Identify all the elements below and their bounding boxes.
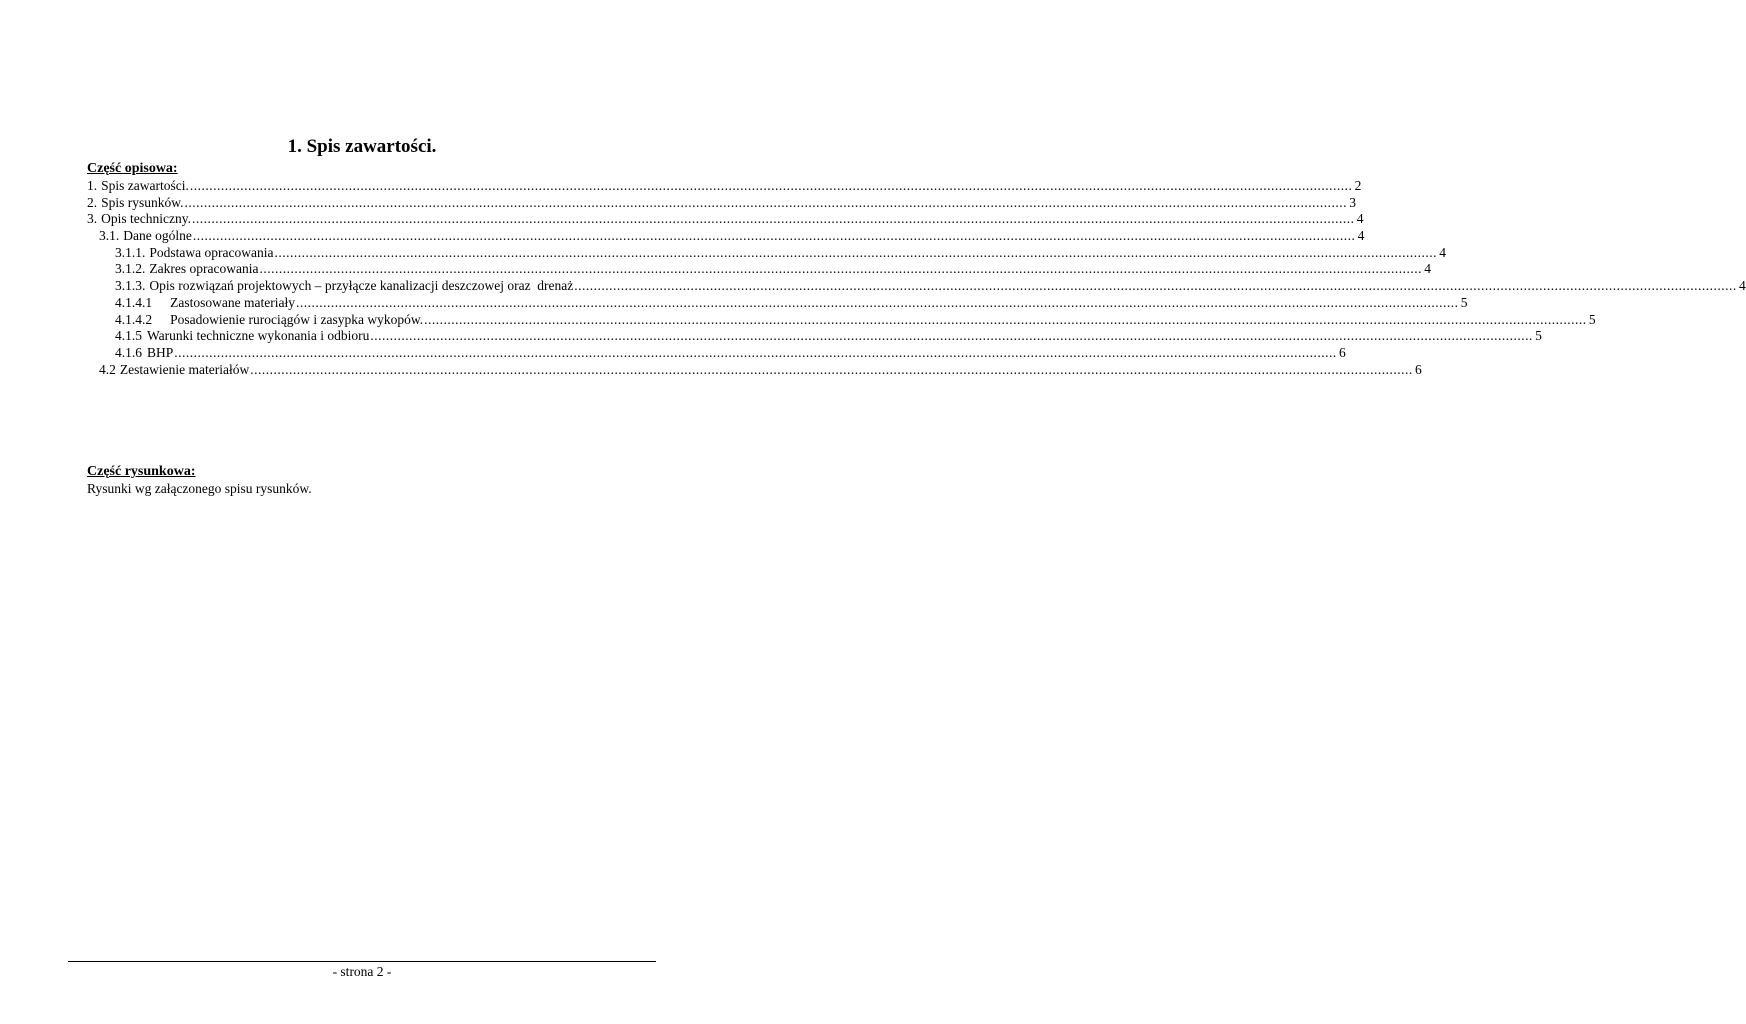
toc-entry-title: Spis rysunków. [101,194,184,210]
toc-entry-number: 3. [87,211,98,227]
toc-entry[interactable] [87,261,1431,278]
toc-dot-leader: ............................................................................................................................................................................................................................................................................................................ [174,344,1337,360]
toc-dot-leader: ............................................................................................................................................................................................................................................................................................................ [250,361,1413,377]
toc-entry-number: 3.1.3. [115,278,146,294]
toc-entry-title: Dane ogólne [123,228,192,244]
toc-entry-page: 2 [1354,178,1362,193]
toc-entry-title: Posadowienie rurociągów i zasypka wykopów. [170,311,424,327]
toc-entry-number: 2. [87,194,98,210]
toc-entry-title: Zakres opracowania [149,261,259,277]
toc-entry-title: Opis rozwiązań projektowych – przyłącze kanalizacji deszczowej oraz drenaż [149,278,574,294]
toc-dot-leader: ............................................................................................................................................................................................................................................................................................................ [295,294,1459,310]
toc-entry-page: 4 [1739,278,1746,294]
toc-entry[interactable] [87,311,1596,329]
page-title: 1. Spis zawartości. [287,136,437,157]
toc-entry-title: Zestawienie materiałów [119,361,250,377]
toc-entry-number: 4.1.6 [115,344,142,360]
toc-entry-title: Warunki techniczne wykonania i odbioru [147,328,370,344]
toc-dot-leader: ............................................................................................................................................................................................................................................................................................................ [574,278,1737,294]
toc-entry-title: Spis zawartości. [101,178,189,193]
toc-entry-number: 1. [87,178,98,193]
toc-entry-number: 4.1.4.2 [115,311,153,327]
toc-dot-leader: ............................................................................................................................................................................................................................................................................................................ [370,328,1533,344]
toc-dot-leader: ............................................................................................................................................................................................................................................................................................................ [192,228,1356,244]
toc-entry[interactable] [87,194,1357,212]
toc-entry[interactable] [87,211,1364,228]
toc-entry-page: 5 [1588,311,1596,327]
toc-entry-title: Zastosowane materiały [170,294,295,310]
toc-entry-title: BHP [147,344,174,360]
toc-entry[interactable] [87,278,1746,295]
drawing-part-text: Rysunki wg załączonego spisu rysunków. [87,481,312,496]
toc-dot-leader: ............................................................................................................................................................................................................................................................................................................ [191,211,1355,227]
toc-dot-leader: ............................................................................................................................................................................................................................................................................................................ [184,194,1348,210]
toc-dot-leader: ............................................................................................................................................................................................................................................................................................................ [259,261,1422,277]
toc-entry-page: 5 [1535,328,1542,344]
toc-entry-page: 6 [1414,361,1422,377]
toc-entry-title: Podstawa opracowania [149,244,274,260]
toc-entry-number: 4.1.5 [115,328,142,344]
toc-entry[interactable] [87,328,1542,345]
toc-entry-page: 4 [1356,211,1364,227]
toc-entry[interactable] [87,294,1468,312]
toc-entry-page: 3 [1349,194,1357,210]
toc-entry-number: 3.1.1. [115,244,146,260]
toc-entry[interactable] [87,228,1365,245]
toc-entry-number: 4.2 [99,361,116,377]
toc-entry-number: 4.1.4.1 [115,294,153,310]
toc-entry[interactable] [87,344,1346,362]
toc-dot-leader: ............................................................................................................................................................................................................................................................................................................ [274,244,1437,260]
toc-entry-page: 4 [1424,261,1431,277]
toc-entry[interactable] [87,361,1422,379]
drawing-part-heading: Część rysunkowa: [87,464,196,479]
toc-dot-leader: ............................................................................................................................................................................................................................................................................................................ [424,311,1587,327]
toc-entry-page: 4 [1357,228,1365,244]
page-number: - strona 2 - [332,964,392,979]
toc-entry-number: 3.1. [99,228,120,244]
toc-entry-number: 3.1.2. [115,261,146,277]
descriptive-part-heading: Część opisowa: [87,161,178,176]
toc-entry[interactable] [87,178,1362,195]
table-of-contents [87,178,1746,378]
toc-dot-leader: ............................................................................................................................................................................................................................................................................................................ [189,178,1353,193]
toc-entry-page: 6 [1339,344,1346,360]
toc-entry-page: 4 [1439,244,1446,260]
toc-entry[interactable] [87,244,1446,262]
footer-rule [68,961,656,962]
toc-entry-page: 5 [1460,294,1468,310]
toc-entry-title: Opis techniczny. [101,211,191,227]
